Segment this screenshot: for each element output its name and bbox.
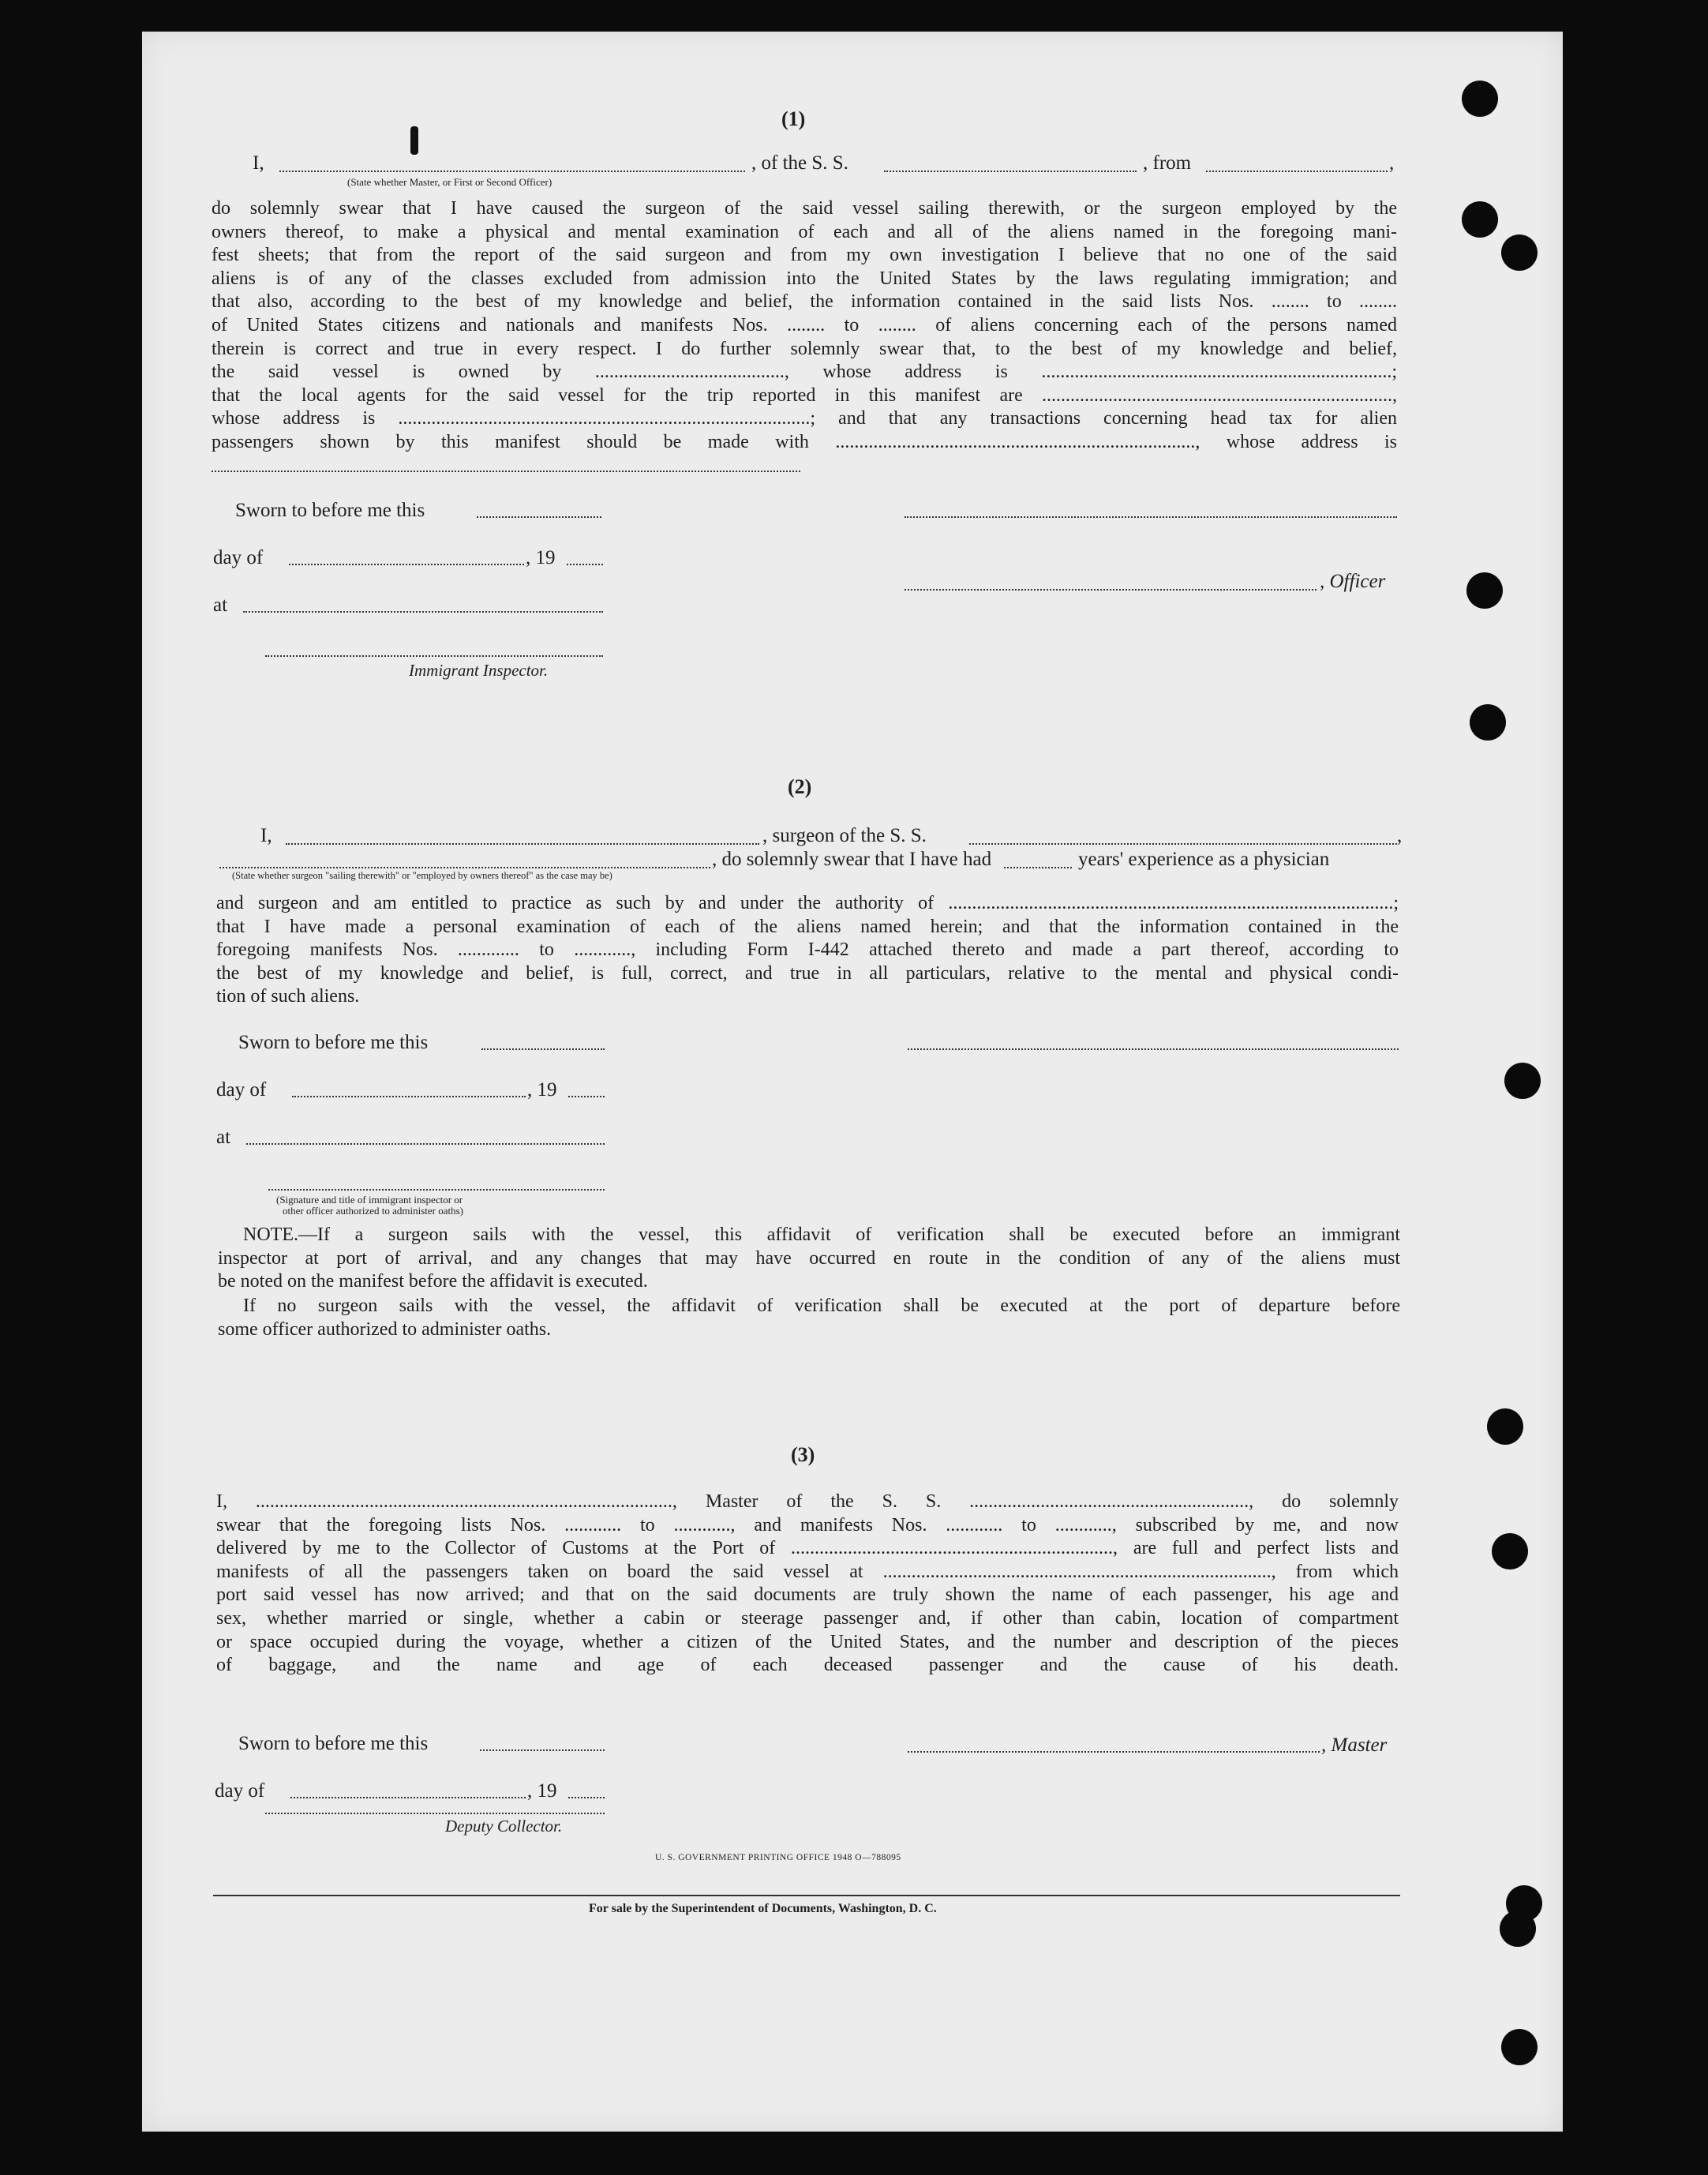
s2-name-field[interactable]	[286, 843, 759, 845]
footer-rule	[213, 1895, 1400, 1896]
s1-sub-caption: (State whether Master, or First or Second Officer)	[347, 176, 552, 188]
s1-at-field[interactable]	[243, 611, 603, 613]
s3-year-label: , 19	[527, 1780, 557, 1802]
s1-address-field[interactable]	[212, 471, 800, 472]
s2-sworn-day-field[interactable]	[481, 1048, 605, 1050]
s2-surgeon-of-label: , surgeon of the S. S.	[762, 825, 927, 846]
s2-sig-caption-1: (Signature and title of immigrant inspector or	[276, 1194, 463, 1206]
punch-hole	[1500, 1911, 1536, 1947]
s1-sworn-label: Sworn to before me this	[235, 500, 425, 521]
punch-hole	[1501, 234, 1538, 271]
s2-sworn-label: Sworn to before me this	[238, 1032, 429, 1053]
s2-at-field[interactable]	[246, 1143, 605, 1145]
punch-hole	[1462, 201, 1498, 238]
paragraph-line: whose address is .......................................................................................; and that any transactions concerning head tax for alien	[212, 408, 1397, 429]
section-3-number: (3)	[791, 1443, 815, 1466]
s3-sworn-label: Sworn to before me this	[238, 1733, 429, 1754]
s1-at-label: at	[213, 594, 228, 616]
s1-sworn-day-field[interactable]	[477, 516, 601, 518]
paragraph-line: NOTE.—If a surgeon sails with the vessel, this affidavit of verification shall be executed before an immigrant	[243, 1224, 1400, 1245]
s1-inspector-signature-field[interactable]	[265, 655, 603, 657]
paragraph-line: the said vessel is owned by ........................................, whose address is ..........................................................................;	[212, 362, 1397, 383]
s2-inspector-signature-field[interactable]	[268, 1189, 605, 1191]
s1-year-label: , 19	[526, 547, 556, 568]
s2-month-field[interactable]	[292, 1096, 526, 1097]
paragraph-line: fest sheets; that from the report of the said surgeon and from my own investigation I believe that no one of the said	[212, 245, 1397, 266]
paragraph-line: owners thereof, to make a physical and mental examination of each and all of the aliens named in the foregoing mani-	[212, 221, 1397, 242]
s2-surgeon-status-field[interactable]	[219, 867, 710, 868]
s1-officer-label: , Officer	[1320, 571, 1386, 592]
paragraph-line: If no surgeon sails with the vessel, the affidavit of verification shall be executed at the port of departure before	[243, 1296, 1400, 1316]
s2-year-label: , 19	[527, 1079, 557, 1101]
punch-hole	[1501, 2029, 1538, 2065]
paragraph-line: of United States citizens and nationals and manifests Nos. ........ to ........ of aliens concerning each of the persons named	[212, 315, 1397, 336]
s1-from-field[interactable]	[1206, 171, 1388, 172]
s2-vessel-field[interactable]	[969, 843, 1397, 845]
s1-officer-title-field[interactable]	[905, 589, 1317, 591]
s3-deputy-label: Deputy Collector.	[445, 1817, 563, 1836]
s2-sub-caption: (State whether surgeon "sailing therewith" or "employed by owners thereof" as the case may be)	[232, 870, 612, 881]
paragraph-line: or space occupied during the voyage, whether a citizen of the United States, and the number and description of the pieces	[216, 1631, 1399, 1652]
punch-hole	[1504, 1063, 1541, 1099]
s1-officer-signature-field[interactable]	[905, 516, 1397, 518]
paragraph-line: port said vessel has now arrived; and that on the said documents are truly shown the name of each passenger, his age and	[216, 1584, 1399, 1606]
s1-i-label: I,	[253, 152, 264, 174]
s2-swear-label: , do solemnly swear that I have had	[712, 849, 992, 870]
paragraph-line: sex, whether married or single, whether a cabin or steerage passenger and, if other than cabin, location of compartment	[216, 1608, 1399, 1629]
s2-i-label: I,	[260, 825, 272, 846]
paragraph-line: foregoing manifests Nos. ............. to ............, including Form I-442 attached thereto and made a part thereof, according to	[216, 939, 1399, 961]
paragraph-line: therein is correct and true in every respect. I do further solemnly swear that, to the best of my knowledge and belief,	[212, 338, 1397, 359]
document-page	[142, 32, 1563, 2132]
s2-day-of-label: day of	[216, 1079, 267, 1101]
paragraph-line: that also, according to the best of my knowledge and belief, the information contained in the said lists Nos. ........ to ........	[212, 291, 1397, 313]
paragraph-line: be noted on the manifest before the affidavit is executed.	[218, 1271, 648, 1292]
s2-years-label: years' experience as a physician	[1078, 849, 1330, 870]
punch-hole	[1487, 1408, 1523, 1445]
s1-vessel-field[interactable]	[884, 171, 1137, 172]
paragraph-line: manifests of all the passengers taken on board the said vessel at .................................................................................., from which	[216, 1561, 1399, 1582]
paragraph-line: I, ........................................................................................, Master of the S. S. ..........................................................., do solemnly	[216, 1491, 1399, 1512]
paragraph-line: swear that the foregoing lists Nos. ............ to ............, and manifests Nos. ............ to ............, subscribed by me, and now	[216, 1514, 1399, 1536]
s1-inspector-label: Immigrant Inspector.	[409, 661, 549, 680]
s1-of-ss-label: , of the S. S.	[751, 152, 848, 174]
s2-year-field[interactable]	[568, 1096, 605, 1097]
s3-master-label: , Master	[1321, 1734, 1388, 1756]
paragraph-line: passengers shown by this manifest should be made with ............................................................................, whose address is	[212, 432, 1397, 452]
paragraph-line: tion of such aliens.	[216, 986, 360, 1007]
paragraph-line: some officer authorized to administer oaths.	[218, 1318, 552, 1340]
s1-year-field[interactable]	[567, 564, 603, 565]
paragraph-line: do solemnly swear that I have caused the surgeon of the said vessel sailing therewith, or the surgeon employed by the	[212, 198, 1397, 219]
punch-hole	[1462, 81, 1498, 117]
section-1-number: (1)	[781, 107, 806, 130]
paragraph-line: of baggage, and the name and age of each deceased passenger and the cause of his death.	[216, 1655, 1399, 1676]
punch-hole	[1470, 704, 1506, 741]
s1-line-end: ,	[1389, 152, 1395, 174]
s1-name-field[interactable]	[279, 171, 745, 172]
paragraph-line: delivered by me to the Collector of Customs at the Port of ...................................................................., are full and perfect lists and	[216, 1538, 1399, 1559]
paragraph-line: that I have made a personal examination of each of the aliens named herein; and that the information contained in the	[216, 916, 1399, 937]
punch-hole	[1492, 1533, 1528, 1569]
sale-notice: For sale by the Superintendent of Documents, Washington, D. C.	[589, 1902, 937, 1915]
paragraph-line: the best of my knowledge and belief, is full, correct, and true in all particulars, relative to the mental and physical condi-	[216, 962, 1399, 984]
s2-sig-caption-2: other officer authorized to administer oaths)	[283, 1205, 463, 1217]
s3-master-signature-field[interactable]	[908, 1751, 1320, 1753]
s2-signature-field[interactable]	[908, 1048, 1399, 1050]
s1-day-of-label: day of	[213, 547, 264, 568]
s2-years-field[interactable]	[1004, 867, 1072, 868]
punch-hole	[1466, 572, 1503, 609]
section-2-number: (2)	[788, 775, 812, 798]
printing-office-imprint: U. S. GOVERNMENT PRINTING OFFICE 1948 O—788095	[655, 1853, 901, 1862]
s3-sworn-day-field[interactable]	[480, 1749, 605, 1751]
s1-month-field[interactable]	[289, 564, 524, 565]
s1-from-label: , from	[1143, 152, 1192, 174]
ink-mark	[410, 126, 418, 155]
s2-at-label: at	[216, 1127, 231, 1148]
paragraph-line: inspector at port of arrival, and any changes that may have occurred en route in the condition of any of the aliens must	[218, 1247, 1400, 1269]
s3-month-field[interactable]	[290, 1797, 526, 1798]
s3-day-of-label: day of	[215, 1780, 265, 1802]
s2-line-end: ,	[1397, 825, 1403, 846]
paragraph-line: and surgeon and am entitled to practice as such by and under the authority of ..............................................................................................;	[216, 893, 1399, 913]
paragraph-line: aliens is of any of the classes excluded from admission into the United States by the laws regulating immigration; and	[212, 268, 1397, 289]
s3-year-field[interactable]	[568, 1797, 605, 1798]
paragraph-line: that the local agents for the said vessel for the trip reported in this manifest are ..........................................................................,	[212, 384, 1397, 406]
